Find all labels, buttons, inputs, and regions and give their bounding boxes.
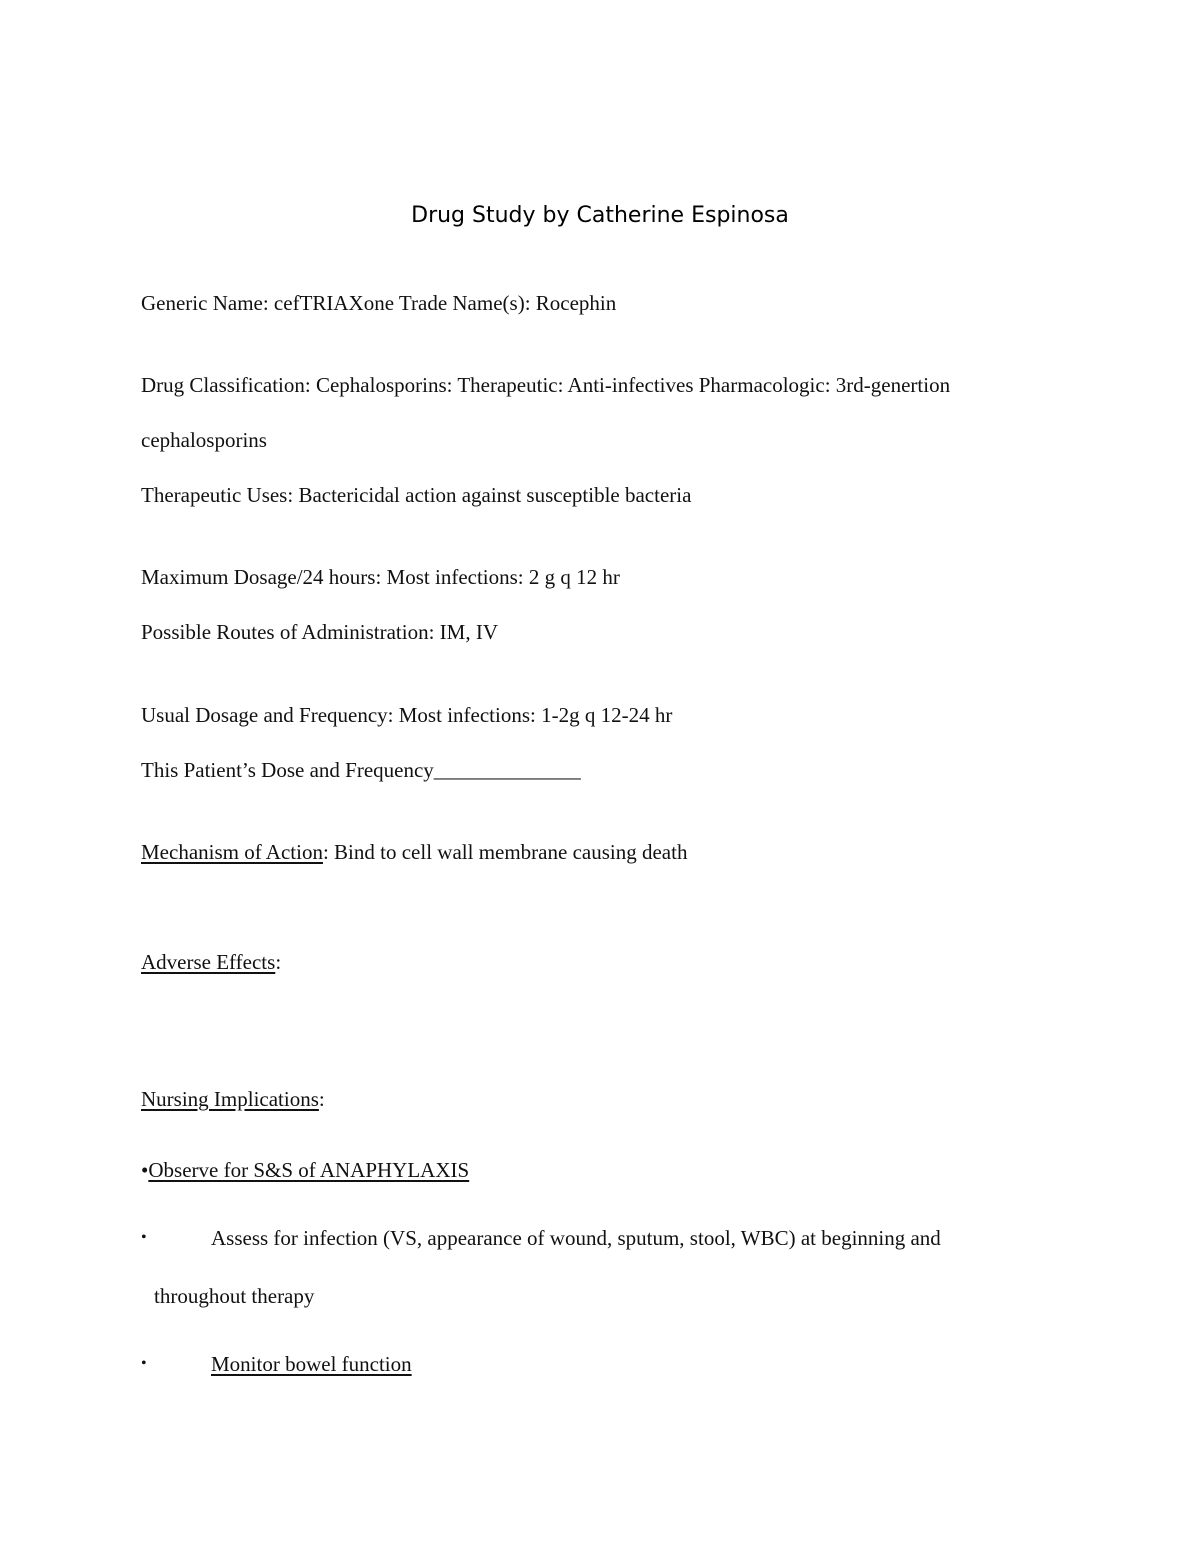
mechanism-text: : Bind to cell wall membrane causing death	[322, 840, 688, 864]
nursing-implications-heading	[141, 1085, 325, 1113]
assess-infection-text: Assess for infection (VS, appearance of wound, sputum, stool, WBC) at beginning and	[211, 1226, 941, 1250]
mechanism-label: Mechanism of Action	[141, 840, 323, 864]
monitor-bowel-function-text: Monitor bowel function	[211, 1352, 412, 1376]
usual-dosage-line: Usual Dosage and Frequency: Most infections: 1-2g q 12-24 hr	[141, 703, 673, 727]
nursing-implications-label: Nursing Implications	[141, 1087, 319, 1111]
nursing-implications-colon: :	[318, 1087, 325, 1111]
assess-infection-continuation: throughout therapy	[154, 1284, 315, 1308]
observe-anaphylaxis-text: Observe for S&S of ANAPHYLAXIS	[148, 1158, 470, 1182]
observe-anaphylaxis-item	[141, 1156, 469, 1184]
drug-classification-line: Drug Classification: Cephalosporins: Therapeutic: Anti-infectives Pharmacologic: 3rd-genertion	[141, 373, 951, 397]
bullet-icon: •	[141, 1355, 147, 1372]
drug-classification-continuation: cephalosporins	[141, 428, 267, 452]
adverse-effects-label: Adverse Effects	[141, 950, 276, 974]
therapeutic-uses-line: Therapeutic Uses: Bactericidal action against susceptible bacteria	[141, 483, 692, 507]
bullet-icon: •	[141, 1158, 149, 1182]
generic-trade-name-line: Generic Name: cefTRIAXone Trade Name(s): Rocephin	[141, 291, 617, 315]
routes-of-administration-line: Possible Routes of Administration: IM, IV	[141, 620, 498, 644]
adverse-effects-colon: :	[275, 950, 282, 974]
document-title: Drug Study by Catherine Espinosa	[411, 203, 789, 228]
mechanism-of-action-line	[141, 838, 687, 866]
patient-dose-line: This Patient’s Dose and Frequency______________	[141, 758, 581, 782]
maximum-dosage-line: Maximum Dosage/24 hours: Most infections: 2 g q 12 hr	[141, 565, 620, 589]
adverse-effects-heading	[141, 948, 281, 976]
bullet-icon: •	[141, 1229, 147, 1246]
